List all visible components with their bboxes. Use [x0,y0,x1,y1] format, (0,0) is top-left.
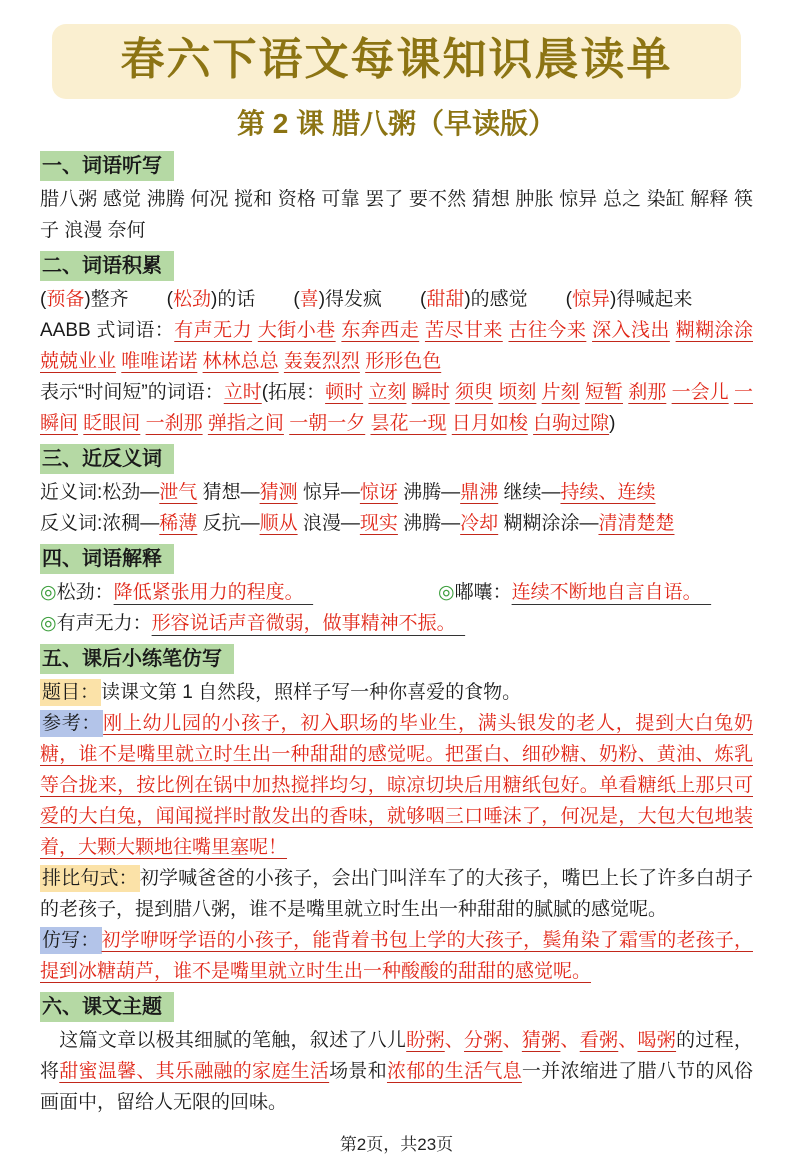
theme-paragraph: 这篇文章以极其细腻的笔触，叙述了八儿盼粥、分粥、猜粥、看粥、喝粥的过程，将甜蜜温馨、其乐融融的家庭生活场景和浓郁的生活气息一并浓缩进了腊八节的风俗画面中，留给人无限的回味。 [40,1029,753,1113]
imitation-paragraph: 仿写： 初学咿呀学语的小孩子，能背着书包上学的大孩子，鬓角染了霜雪的老孩子，提到冰糖葫芦，谁不是嘴里就立时生出一种酸酸的甜甜的感觉呢。 [40,925,753,987]
definition-item-songjin: ◎松劲：降低紧张用力的程度。 [40,581,314,603]
aabb-words-line: AABB 式词语：有声无力 大街小巷 东奔西走 苦尽甘来 古往今来 深入浅出 糊糊涂涂 兢兢业业 唯唯诺诺 林林总总 轰轰烈烈 形形色色 [40,319,753,372]
definition-item-yousheng-wuli: ◎有声无力：形容说话声音微弱，做事精神不振。 [40,612,466,634]
section-syn-ant [40,444,753,539]
section-accumulation [40,251,753,439]
reference-paragraph: 参考： 刚上幼儿园的小孩子，初入职场的毕业生，满头银发的老人，提到大白兔奶糖，谁不是嘴里就立时生出一种甜甜的感觉呢。把蛋白、细砂糖、奶粉、黄油、炼乳等合拢来，按比例在锅中加热搅拌均匀，晾凉切块后用糖纸包好。单看糖纸上那只可爱的大白兔，闻闻搅拌时散发出的香味，就够咽三口唾沫了，何况是，大包大包地装着，大颗大颗地往嘴里塞呢！ [40,708,753,863]
parallel-sentence-paragraph: 排比句式： 初学喊爸爸的小孩子，会出门叫洋车了的大孩子，嘴巴上长了许多白胡子的老孩子，提到腊八粥，谁不是嘴里就立时生出一种甜甜的腻腻的感觉呢。 [40,863,753,925]
section-writing [40,644,753,987]
section-heading-writing: 五、课后小练笔仿写 [40,644,234,674]
section-dictation [40,151,753,246]
synonyms-line: 近义词:松劲—泄气 猜想—猜测 惊异—惊讶 沸腾—鼎沸 继续—持续、连续 [40,481,656,503]
page-title-banner [52,24,741,99]
antonyms-line: 反义词:浓稠—稀薄 反抗—顺从 浪漫—现实 沸腾—冷却 糊糊涂涂—清清楚楚 [40,512,675,534]
section-theme [40,992,753,1118]
section-heading-dictation: 一、词语听写 [40,151,174,181]
section-heading-theme: 六、课文主题 [40,992,174,1022]
section-heading-definitions: 四、词语解释 [40,544,174,574]
fill-in-line: (预备)整齐 (松劲)的话 (喜)得发疯 (甜甜)的感觉 (惊异)得喊起来 [40,288,693,310]
page-title: 春六下语文每课知识晨读单 [120,35,673,84]
section-heading-syn-ant: 三、近反义词 [40,444,174,474]
section-definitions [40,544,753,639]
page-footer: 第2页，共23页 [339,1134,454,1154]
section-heading-accumulation: 二、词语积累 [40,251,174,281]
definition-item-dunang: ◎嘟囔：连续不断地自言自语。 [438,581,712,603]
lesson-subtitle: 第 2 课 腊八粥（早读版） [237,108,556,139]
definition-row [40,577,753,608]
writing-topic-line: 题目： 读课文第 1 自然段，照样子写一种你喜爱的食物。 [40,677,753,708]
dictation-words: 腊八粥 感觉 沸腾 何况 搅和 资格 可靠 罢了 要不然 猜想 肿胀 惊异 总之 染缸 解释 筷子 浪漫 奈何 [40,188,753,241]
time-words-line: 表示“时间短”的词语：立时(拓展：顿时 立刻 瞬时 须臾 顷刻 片刻 短暂 刹那 一会儿 一瞬间 眨眼间 一刹那 弹指之间 一朝一夕 昙花一现 日月如梭 白驹过隙) [40,381,753,434]
